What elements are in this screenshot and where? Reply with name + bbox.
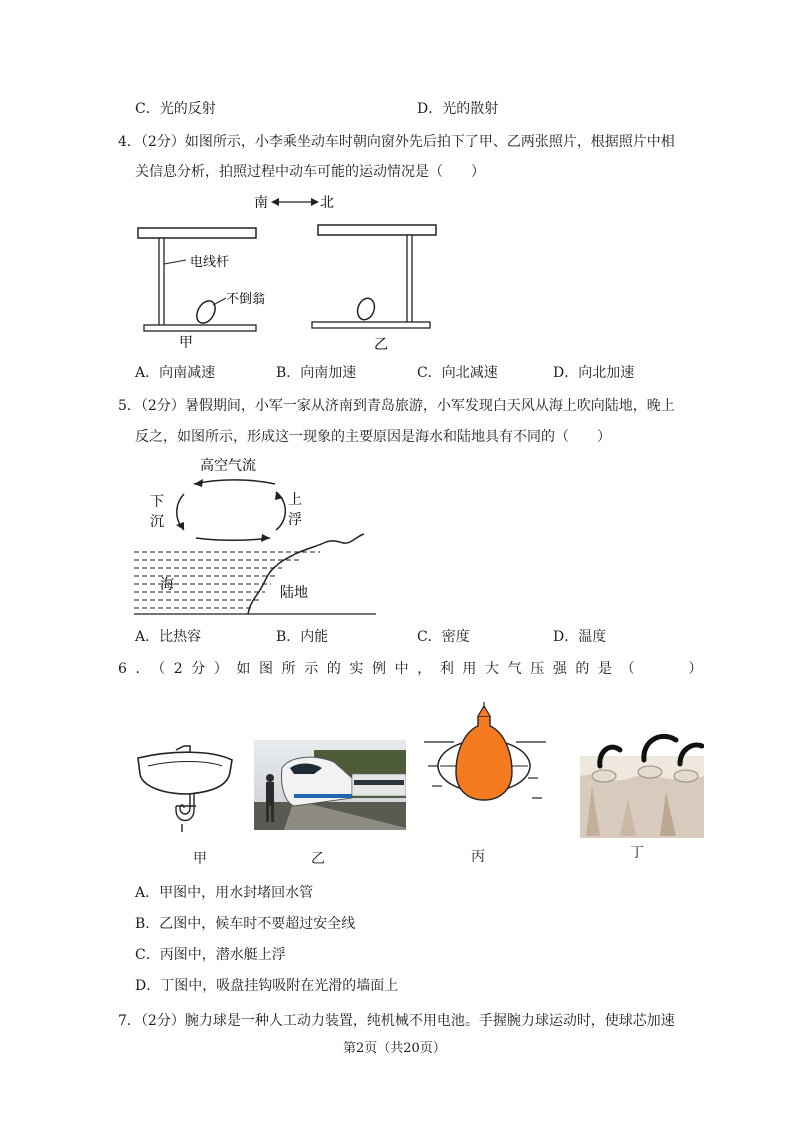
frame-b-top-bar bbox=[318, 225, 436, 235]
train-windows bbox=[354, 780, 404, 785]
q6-stem-line1: 6．（2分）如图所示的实例中，利用大气压强的是（ ） bbox=[118, 661, 712, 677]
direction-north: 北 bbox=[320, 195, 334, 211]
suction-cup-right bbox=[674, 770, 698, 782]
rise-label-1: 上 bbox=[288, 492, 302, 508]
pole-leader-line bbox=[164, 260, 186, 264]
q6-option-b: B．乙图中，候车时不要超过安全线 bbox=[135, 916, 356, 932]
q5-option-c: C．密度 bbox=[417, 629, 470, 645]
q6-option-d: D．丁图中，吸盘挂钩吸附在光滑的墙面上 bbox=[135, 978, 399, 994]
frame-a-pole bbox=[159, 238, 164, 326]
q4-option-c: C．向北减速 bbox=[417, 365, 498, 381]
q6-figure-label-c: 丙 bbox=[471, 849, 485, 865]
tumbler-toy-b bbox=[355, 296, 378, 322]
tumbler-toy-a bbox=[193, 298, 219, 327]
sink-label-1: 下 bbox=[150, 494, 164, 510]
q6-figure-label-d: 丁 bbox=[630, 845, 644, 861]
q6-figure-label-b: 乙 bbox=[311, 851, 325, 867]
submarine-body bbox=[456, 716, 512, 800]
figure-label-b: 乙 bbox=[374, 337, 388, 353]
direction-south: 南 bbox=[254, 195, 268, 211]
suction-cup-middle bbox=[638, 766, 662, 778]
q6-option-c: C．丙图中，潜水艇上浮 bbox=[135, 947, 286, 963]
figure-label-a: 甲 bbox=[179, 335, 193, 351]
q7-stem-line1: 7．（2分）腕力球是一种人工动力装置，纯机械不用电池。手握腕力球运动时，使球芯加速 bbox=[118, 1013, 675, 1029]
arrow-head-south bbox=[271, 198, 279, 206]
suction-cup-left bbox=[592, 770, 616, 782]
sink-label-2: 沉 bbox=[150, 514, 164, 530]
frame-a-ground bbox=[144, 325, 256, 331]
q5-stem-line2: 反之，如图所示，形成这一现象的主要原因是海水和陆地具有不同的（ ） bbox=[135, 429, 611, 445]
q4-option-b: B．向南加速 bbox=[276, 365, 357, 381]
person-body bbox=[266, 782, 274, 806]
rise-label-2: 浮 bbox=[288, 512, 302, 528]
sink-basin bbox=[138, 752, 232, 794]
submarine-figure bbox=[420, 702, 550, 832]
train-stripe bbox=[294, 794, 352, 798]
page-number: 第2页（共20页） bbox=[343, 1041, 446, 1056]
circulation-top-arc bbox=[194, 480, 275, 484]
circulation-bottom-arrowhead bbox=[261, 534, 270, 542]
q4-figure bbox=[130, 188, 450, 358]
pole-label: 电线杆 bbox=[190, 255, 230, 270]
person-leg-right bbox=[271, 806, 274, 822]
sea-label: 海 bbox=[160, 577, 174, 593]
q4-stem-line1: 4．（2分）如图所示，小李乘坐动车时朝向窗外先后拍下了甲、乙两张照片，根据照片中相 bbox=[118, 134, 675, 150]
train-photo bbox=[254, 740, 406, 830]
sink-figure bbox=[132, 738, 242, 834]
faucet bbox=[176, 746, 190, 752]
toy-leader-line bbox=[213, 298, 226, 305]
q4-option-a: A．向南减速 bbox=[135, 365, 216, 381]
frame-a-top-bar bbox=[138, 228, 256, 238]
q5-option-b: B．内能 bbox=[276, 629, 329, 645]
q6-figure-label-a: 甲 bbox=[193, 851, 207, 867]
frame-b-pole bbox=[407, 235, 412, 323]
high-air-label: 高空气流 bbox=[200, 458, 256, 474]
q3-option-c: C．光的反射 bbox=[135, 101, 216, 117]
land-label: 陆地 bbox=[280, 585, 308, 601]
person-leg-left bbox=[266, 806, 269, 822]
arrow-head-north bbox=[311, 198, 319, 206]
frame-b-ground bbox=[312, 322, 430, 328]
q5-option-d: D．温度 bbox=[553, 629, 607, 645]
q4-stem-line2: 关信息分析，拍照过程中动车可能的运动情况是（ ） bbox=[135, 164, 485, 180]
circulation-bottom-arc bbox=[196, 538, 270, 540]
toy-label: 不倒翁 bbox=[226, 292, 266, 307]
q4-option-d: D．向北加速 bbox=[553, 365, 635, 381]
q5-figure bbox=[130, 452, 390, 618]
q5-stem-line1: 5．（2分）暑假期间，小军一家从济南到青岛旅游，小军发现白天风从海上吹向陆地，晚上 bbox=[118, 398, 675, 414]
person-head bbox=[266, 774, 274, 782]
q5-option-a: A．比热容 bbox=[135, 629, 202, 645]
land-coastline bbox=[248, 534, 364, 614]
trap-pipe bbox=[176, 794, 196, 821]
q3-option-d: D．光的散射 bbox=[417, 101, 499, 117]
q6-option-a: A．甲图中，用水封堵回水管 bbox=[135, 885, 314, 901]
suction-hooks-photo bbox=[580, 716, 704, 838]
